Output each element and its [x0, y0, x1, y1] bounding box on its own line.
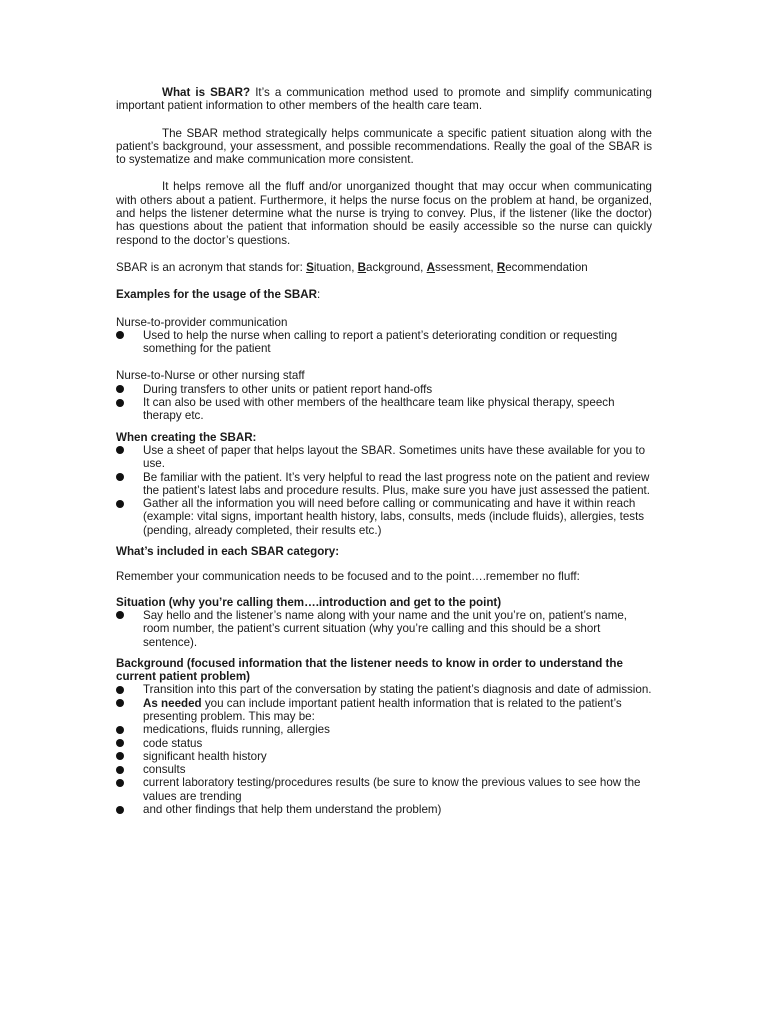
list-item: Use a sheet of paper that helps layout the SBAR. Sometimes units have these available for you to use.: [116, 444, 652, 471]
acronym-r: R: [496, 260, 506, 274]
background-heading: Background (focused information that the listener needs to know in order to understand the current patient problem): [116, 656, 623, 684]
background-list: [116, 683, 652, 816]
list-item: As needed you can include important patient health information that is related to the patient’s presenting problem. This may be:: [116, 697, 652, 724]
list-item: current laboratory testing/procedures results (be sure to know the previous values to see how the values are trending: [116, 776, 652, 803]
bullet-icon: [116, 739, 124, 747]
list-item: medications, fluids running, allergies: [116, 723, 652, 736]
acronym-a: A: [426, 260, 435, 274]
intro-paragraph: [116, 86, 652, 113]
nurse-provider-list: [116, 329, 652, 356]
examples-colon: :: [317, 288, 321, 302]
bullet-icon: [116, 726, 124, 734]
situation-heading: Situation (why you’re calling them….introduction and get to the point): [116, 595, 502, 609]
nurse-nurse-list: [116, 383, 652, 423]
examples-heading-text: Examples for the usage of the SBAR: [116, 288, 317, 302]
method-paragraph: The SBAR method strategically helps communicate a specific patient situation along with the patient’s background, your assessment, and possible recommendations. Really the goal of the SBAR is to systematize and make communication more consistent.: [116, 126, 652, 167]
bullet-icon: [116, 766, 124, 774]
list-item: consults: [116, 763, 652, 776]
fluff-paragraph: It helps remove all the fluff and/or unorganized thought that may occur when communicating with others about a patient. Furthermore, it helps the nurse focus on the problem at hand, be organized, and helps the listener determine what the nurse is trying to convey. Plus, if the listener (like the doctor) has questions about the patient that information should be easily accessible so the nurse can quickly respond to the doctor’s questions.: [116, 180, 652, 247]
situation-list: [116, 609, 652, 649]
nurse-provider-label: Nurse-to-provider communication: [116, 315, 288, 329]
list-item: During transfers to other units or patient report hand-offs: [116, 383, 652, 396]
list-item: Transition into this part of the conversation by stating the patient’s diagnosis and date of admission.: [116, 683, 652, 696]
list-item: code status: [116, 737, 652, 750]
bullet-icon: [116, 806, 124, 814]
list-item: significant health history: [116, 750, 652, 763]
intro-text: It’s a communication method used to promote and simplify communicating important patient information to other members of the health care team.: [116, 86, 652, 113]
list-item: It can also be used with other members of the healthcare team like physical therapy, speech therapy etc.: [116, 396, 652, 423]
creating-heading: When creating the SBAR:: [116, 430, 257, 444]
intro-heading: What is SBAR?: [162, 86, 251, 99]
nurse-nurse-label: Nurse-to-Nurse or other nursing staff: [116, 369, 305, 383]
acronym-b-rest: ackground,: [366, 260, 427, 274]
bullet-icon: [116, 611, 124, 619]
bullet-icon: [116, 500, 124, 508]
bullet-icon: [116, 699, 124, 707]
bullet-icon: [116, 331, 124, 339]
list-item: Used to help the nurse when calling to report a patient’s deteriorating condition or requesting something for the patient: [116, 329, 652, 356]
acronym-prefix: SBAR is an acronym that stands for:: [116, 260, 307, 274]
included-heading: What’s included in each SBAR category:: [116, 545, 340, 559]
bullet-icon: [116, 752, 124, 760]
bullet-icon: [116, 473, 124, 481]
examples-heading: [116, 288, 652, 301]
acronym-s: S: [306, 260, 314, 274]
remember-line: Remember your communication needs to be focused and to the point….remember no fluff:: [116, 570, 580, 584]
as-needed-bold: As needed: [143, 696, 202, 710]
list-item: Say hello and the listener’s name along with your name and the unit you’re on, patient’s name, room number, the patient’s current situation (why you’re calling and this should be a short sentence).: [116, 609, 652, 649]
document-page: [116, 86, 652, 816]
creating-list: [116, 444, 652, 537]
list-item: Be familiar with the patient. It’s very helpful to read the last progress note on the patient and review the patient’s latest labs and procedure results. Plus, make sure you have just assessed the patient.: [116, 471, 652, 498]
acronym-line: [116, 261, 652, 274]
bullet-icon: [116, 446, 124, 454]
acronym-b: B: [357, 260, 367, 274]
list-item: and other findings that help them understand the problem): [116, 803, 652, 816]
bullet-icon: [116, 686, 124, 694]
acronym-a-rest: ssessment,: [435, 260, 497, 274]
list-item: Gather all the information you will need before calling or communicating and have it within reach (example: vital signs, important health history, labs, consults, meds (include fluids), allergies, tests (pending, already completed, their results etc.): [116, 497, 652, 537]
bullet-icon: [116, 399, 124, 407]
bullet-icon: [116, 385, 124, 393]
bullet-icon: [116, 779, 124, 787]
acronym-s-rest: ituation,: [313, 260, 358, 274]
acronym-r-rest: ecommendation: [505, 260, 588, 274]
